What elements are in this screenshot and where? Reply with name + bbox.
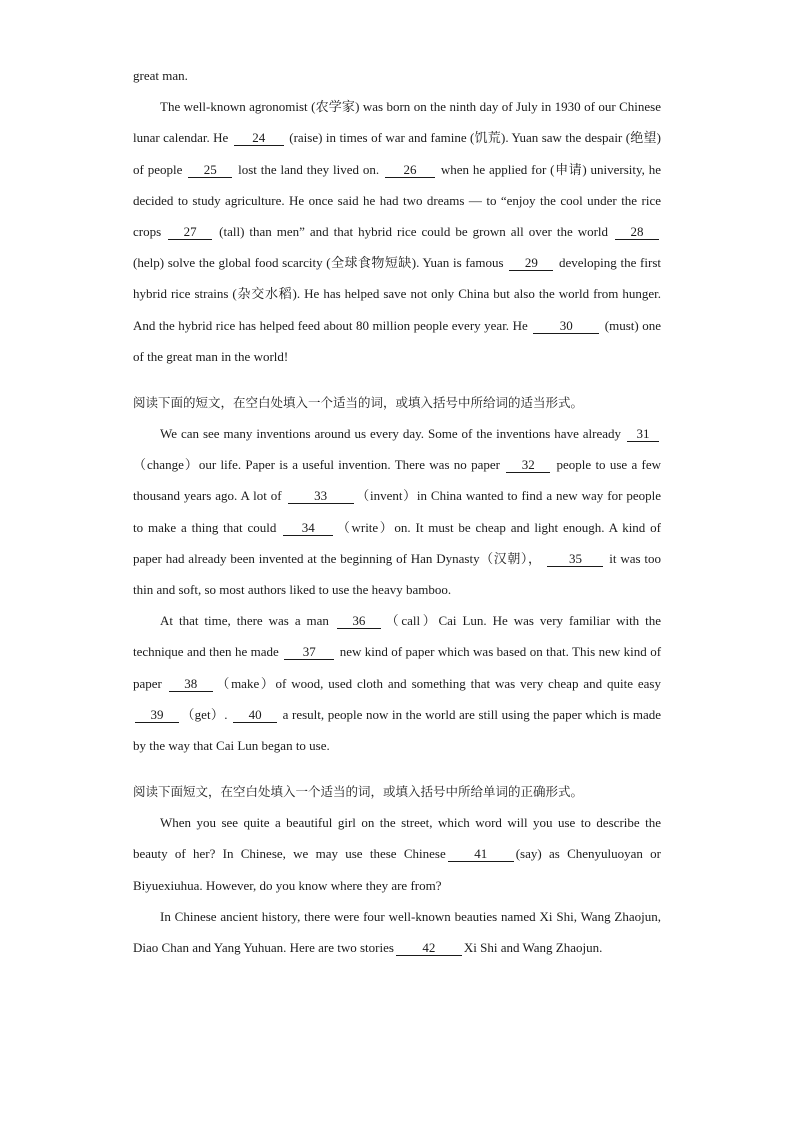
blank-29[interactable]: 29 [509, 256, 553, 271]
blank-32[interactable]: 32 [506, 458, 550, 473]
blank-35[interactable]: 35 [547, 552, 603, 567]
passage-beauties-p1 [133, 807, 661, 901]
text-run: lost the land they lived on. [238, 161, 380, 177]
blank-34[interactable]: 34 [283, 521, 333, 536]
passage-yuan-longping [133, 91, 661, 372]
blank-26[interactable]: 26 [385, 163, 435, 178]
section-heading-inventions: 阅读下面的短文，在空白处填入一个适当的词，或填入括号中所给词的适当形式。 [133, 395, 584, 411]
blank-38[interactable]: 38 [169, 677, 213, 692]
text-run: people to use a few thousand years ago. A lot of [133, 457, 661, 504]
blank-25[interactable]: 25 [188, 163, 232, 178]
text-run: developing the first hybrid rice strains (杂交水稻). He has helped save not only China but also the world from hunger. And the hybrid rice has helped feed about 80 million people every year. He [133, 255, 661, 333]
text-run: At that time, there was a man [160, 613, 329, 629]
text-run: （change）our life. Paper is a useful invention. There was no paper [133, 457, 500, 473]
blank-42[interactable]: 42 [396, 941, 462, 956]
blank-28[interactable]: 28 [615, 225, 659, 240]
text-run: (must) one of the great man in the world! [133, 317, 661, 364]
blank-37[interactable]: 37 [284, 645, 334, 660]
text-run: （make）of wood, used cloth and something that was very cheap and quite easy [214, 675, 661, 691]
text-run: (say) as Chenyuluoyan or Biyuexiuhua. However, do you know where they are from? [133, 846, 661, 893]
text-run: (raise) in times of war and famine (饥荒). Yuan saw the despair (绝望) of people [133, 130, 661, 177]
passage-inventions-p2 [133, 605, 661, 761]
text-run: （write）on. It must be cheap and light enough. A kind of paper had already been invented at the beginning of Han Dynasty（汉朝）， [133, 519, 661, 566]
blank-36[interactable]: 36 [337, 614, 381, 629]
text-run: The well-known agronomist (农学家) was born on the ninth day of July in 1930 of our Chinese lunar calendar. He [133, 99, 661, 146]
blank-40[interactable]: 40 [233, 708, 277, 723]
blank-24[interactable]: 24 [234, 131, 284, 146]
text-run: When you see quite a beautiful girl on the street, which word will you use to describe the beauty of her? In Chinese, we may use these Chinese [133, 815, 661, 862]
section-gap [133, 761, 661, 776]
text-run: new kind of paper which was based on that. This new kind of paper [133, 644, 662, 691]
text-run: when he applied for (申请) university, he decided to study agriculture. He once said he had two dreams — to “enjoy the cool under the rice crops [133, 161, 662, 240]
document-page [133, 60, 661, 963]
section-heading-beauties: 阅读下面短文，在空白处填入一个适当的词，或填入括号中所给单词的正确形式。 [133, 784, 584, 800]
passage-tail: great man. [133, 68, 188, 83]
text-run: (help) solve the global food scarcity (全球食物短缺). Yuan is famous [133, 255, 504, 271]
text-run: （get）. [181, 706, 228, 722]
text-run: （invent）in China wanted to find a new way for people to make a thing that could [133, 488, 661, 535]
blank-39[interactable]: 39 [135, 708, 179, 723]
text-run: Xi Shi and Wang Zhaojun. [463, 940, 603, 956]
text-run: (tall) than men” and that hybrid rice could be grown all over the world [219, 224, 609, 240]
blank-31[interactable]: 31 [627, 427, 659, 442]
blank-33[interactable]: 33 [288, 489, 354, 504]
text-run: We can see many inventions around us every day. Some of the inventions have already [160, 426, 622, 442]
text-run: it was too thin and soft, so most authors liked to use the heavy bamboo. [133, 550, 661, 598]
text-run: a result, people now in the world are still using the paper which is made by the way that Cai Lun began to use. [133, 706, 662, 754]
blank-30[interactable]: 30 [533, 319, 599, 334]
passage-beauties-p2 [133, 901, 661, 963]
text-run: （call）Cai Lun. He was very familiar with the technique and then he made [133, 613, 662, 660]
text-run: In Chinese ancient history, there were four well-known beauties named Xi Shi, Wang Zhaojun, Diao Chan and Yang Yuhuan. Here are two stories [133, 908, 661, 956]
passage-inventions-p1 [133, 418, 661, 605]
section-gap [133, 372, 661, 387]
blank-27[interactable]: 27 [168, 225, 212, 240]
blank-41[interactable]: 41 [448, 847, 514, 862]
